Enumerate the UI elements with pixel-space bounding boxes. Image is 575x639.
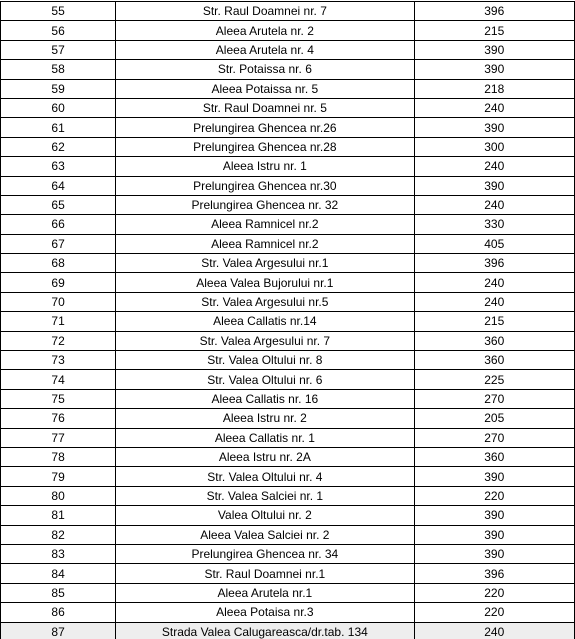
table-row xyxy=(1,292,575,311)
address-cell: Aleea Istru nr. 2 xyxy=(116,409,414,428)
value-cell: 390 xyxy=(414,176,574,195)
value-cell: 240 xyxy=(414,98,574,117)
value-cell: 218 xyxy=(414,79,574,98)
row-number-cell: 60 xyxy=(1,98,116,117)
table-row xyxy=(1,98,575,117)
address-cell: Str. Valea Oltului nr. 6 xyxy=(116,370,414,389)
value-cell: 390 xyxy=(414,467,574,486)
value-cell: 240 xyxy=(414,273,574,292)
address-cell: Aleea Arutela nr.1 xyxy=(116,583,414,602)
table-row xyxy=(1,603,575,622)
row-number-cell: 56 xyxy=(1,21,116,40)
address-cell: Valea Oltului nr. 2 xyxy=(116,506,414,525)
address-cell: Aleea Valea Salciei nr. 2 xyxy=(116,525,414,544)
table-row xyxy=(1,564,575,583)
row-number-cell: 63 xyxy=(1,157,116,176)
address-cell: Str. Raul Doamnei nr. 7 xyxy=(116,2,414,21)
row-number-cell: 68 xyxy=(1,254,116,273)
table-row xyxy=(1,157,575,176)
table-row xyxy=(1,40,575,59)
row-number-cell: 55 xyxy=(1,2,116,21)
value-cell: 240 xyxy=(414,195,574,214)
address-cell: Aleea Callatis nr. 16 xyxy=(116,389,414,408)
address-cell: Str. Valea Argesului nr.1 xyxy=(116,254,414,273)
table-row xyxy=(1,234,575,253)
row-number-cell: 84 xyxy=(1,564,116,583)
row-number-cell: 62 xyxy=(1,137,116,156)
value-cell: 360 xyxy=(414,351,574,370)
value-cell: 390 xyxy=(414,40,574,59)
value-cell: 240 xyxy=(414,622,574,639)
row-number-cell: 74 xyxy=(1,370,116,389)
value-cell: 390 xyxy=(414,525,574,544)
value-cell: 390 xyxy=(414,506,574,525)
value-cell: 270 xyxy=(414,389,574,408)
table-row xyxy=(1,525,575,544)
value-cell: 360 xyxy=(414,331,574,350)
row-number-cell: 64 xyxy=(1,176,116,195)
value-cell: 390 xyxy=(414,60,574,79)
row-number-cell: 71 xyxy=(1,312,116,331)
table-row xyxy=(1,544,575,563)
value-cell: 396 xyxy=(414,564,574,583)
address-cell: Str. Valea Oltului nr. 4 xyxy=(116,467,414,486)
table-row xyxy=(1,254,575,273)
row-number-cell: 77 xyxy=(1,428,116,447)
value-cell: 405 xyxy=(414,234,574,253)
table-row xyxy=(1,2,575,21)
row-number-cell: 57 xyxy=(1,40,116,59)
value-cell: 390 xyxy=(414,118,574,137)
row-number-cell: 75 xyxy=(1,389,116,408)
table-row xyxy=(1,331,575,350)
row-number-cell: 81 xyxy=(1,506,116,525)
value-cell: 396 xyxy=(414,2,574,21)
address-cell: Prelungirea Ghencea nr. 34 xyxy=(116,544,414,563)
address-cell: Aleea Arutela nr. 2 xyxy=(116,21,414,40)
address-cell: Aleea Callatis nr.14 xyxy=(116,312,414,331)
table-row xyxy=(1,447,575,466)
address-cell: Prelungirea Ghencea nr.28 xyxy=(116,137,414,156)
address-cell: Prelungirea Ghencea nr.30 xyxy=(116,176,414,195)
address-cell: Str. Potaissa nr. 6 xyxy=(116,60,414,79)
value-cell: 225 xyxy=(414,370,574,389)
value-cell: 220 xyxy=(414,486,574,505)
address-cell: Prelungirea Ghencea nr. 32 xyxy=(116,195,414,214)
row-number-cell: 72 xyxy=(1,331,116,350)
address-cell: Str. Raul Doamnei nr.1 xyxy=(116,564,414,583)
row-number-cell: 86 xyxy=(1,603,116,622)
table-row xyxy=(1,486,575,505)
row-number-cell: 87 xyxy=(1,622,116,639)
row-number-cell: 76 xyxy=(1,409,116,428)
address-cell: Str. Valea Oltului nr. 8 xyxy=(116,351,414,370)
table-row xyxy=(1,60,575,79)
address-cell: Aleea Potaissa nr. 5 xyxy=(116,79,414,98)
row-number-cell: 66 xyxy=(1,215,116,234)
table-row xyxy=(1,273,575,292)
value-cell: 215 xyxy=(414,21,574,40)
row-number-cell: 85 xyxy=(1,583,116,602)
address-cell: Str. Raul Doamnei nr. 5 xyxy=(116,98,414,117)
row-number-cell: 67 xyxy=(1,234,116,253)
table-row xyxy=(1,195,575,214)
row-number-cell: 80 xyxy=(1,486,116,505)
value-cell: 360 xyxy=(414,447,574,466)
value-cell: 215 xyxy=(414,312,574,331)
value-cell: 396 xyxy=(414,254,574,273)
address-cell: Aleea Ramnicel nr.2 xyxy=(116,234,414,253)
address-cell: Str. Valea Argesului nr.5 xyxy=(116,292,414,311)
address-cell: Aleea Istru nr. 1 xyxy=(116,157,414,176)
value-cell: 330 xyxy=(414,215,574,234)
address-cell: Aleea Valea Bujorului nr.1 xyxy=(116,273,414,292)
address-cell: Str. Valea Argesului nr. 7 xyxy=(116,331,414,350)
address-cell: Aleea Ramnicel nr.2 xyxy=(116,215,414,234)
address-cell: Str. Valea Salciei nr. 1 xyxy=(116,486,414,505)
value-cell: 205 xyxy=(414,409,574,428)
table-row xyxy=(1,428,575,447)
table-row xyxy=(1,506,575,525)
address-cell: Strada Valea Calugareasca/dr.tab. 134 xyxy=(116,622,414,639)
row-number-cell: 79 xyxy=(1,467,116,486)
value-cell: 240 xyxy=(414,157,574,176)
table-row xyxy=(1,622,575,639)
value-cell: 300 xyxy=(414,137,574,156)
table-row xyxy=(1,137,575,156)
row-number-cell: 65 xyxy=(1,195,116,214)
table-row xyxy=(1,312,575,331)
row-number-cell: 59 xyxy=(1,79,116,98)
address-cell: Prelungirea Ghencea nr.26 xyxy=(116,118,414,137)
table-row xyxy=(1,467,575,486)
row-number-cell: 83 xyxy=(1,544,116,563)
row-number-cell: 82 xyxy=(1,525,116,544)
value-cell: 390 xyxy=(414,544,574,563)
row-number-cell: 61 xyxy=(1,118,116,137)
table-row xyxy=(1,409,575,428)
value-cell: 220 xyxy=(414,583,574,602)
address-cell: Aleea Arutela nr. 4 xyxy=(116,40,414,59)
value-cell: 220 xyxy=(414,603,574,622)
address-cell: Aleea Potaisa nr.3 xyxy=(116,603,414,622)
row-number-cell: 73 xyxy=(1,351,116,370)
table-row xyxy=(1,118,575,137)
table-row xyxy=(1,176,575,195)
table-row xyxy=(1,583,575,602)
row-number-cell: 70 xyxy=(1,292,116,311)
address-cell: Aleea Callatis nr. 1 xyxy=(116,428,414,447)
address-table xyxy=(0,1,575,639)
table-row xyxy=(1,351,575,370)
table-row xyxy=(1,21,575,40)
value-cell: 240 xyxy=(414,292,574,311)
row-number-cell: 58 xyxy=(1,60,116,79)
table-row xyxy=(1,215,575,234)
table-body xyxy=(1,2,575,639)
table-row xyxy=(1,389,575,408)
row-number-cell: 69 xyxy=(1,273,116,292)
value-cell: 270 xyxy=(414,428,574,447)
address-cell: Aleea Istru nr. 2A xyxy=(116,447,414,466)
table-row xyxy=(1,370,575,389)
table-row xyxy=(1,79,575,98)
row-number-cell: 78 xyxy=(1,447,116,466)
